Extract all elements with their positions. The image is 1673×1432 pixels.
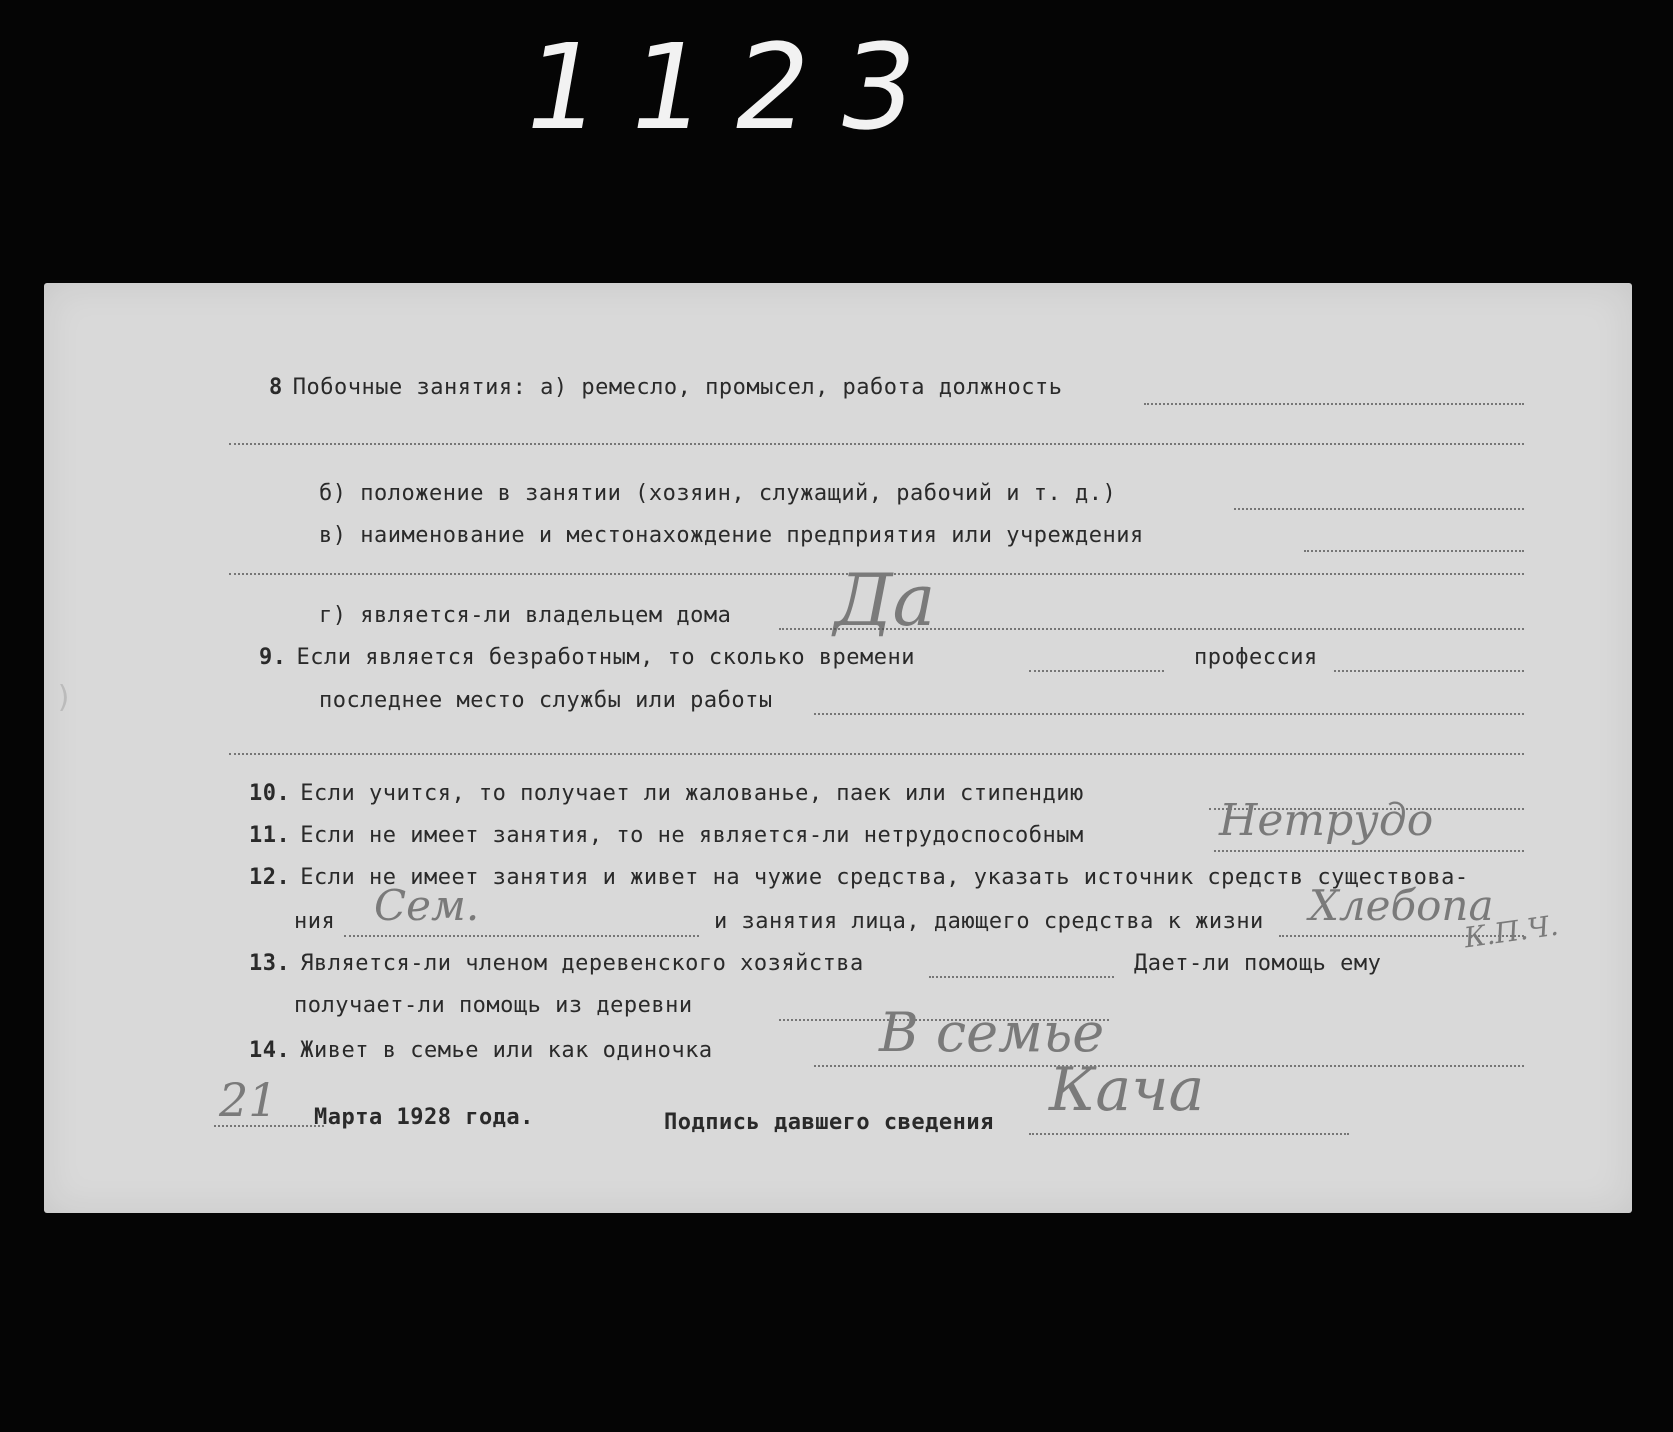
item-13 xyxy=(249,951,864,976)
rule xyxy=(1304,550,1524,552)
item-8b-text: б) положение в занятии (хозяин, служащий, рабочий и т. д.) xyxy=(319,481,1117,506)
rule xyxy=(779,628,1524,630)
footer-signature-label: Подпись давшего сведения xyxy=(664,1110,994,1135)
margin-note: К.П.Ч. xyxy=(1462,908,1561,955)
rule xyxy=(229,753,1524,755)
rule xyxy=(1029,1133,1349,1135)
item-14-text: Живет в семье или как одиночка xyxy=(300,1038,713,1063)
item-9-text: Если является безработным, то сколько времени xyxy=(296,645,916,670)
census-form-card xyxy=(44,283,1632,1213)
rule xyxy=(1214,850,1524,852)
item-11 xyxy=(249,823,1084,848)
item-12-cont-prefix: ния xyxy=(294,909,336,934)
rule xyxy=(229,443,1524,445)
item-8-number: 8 xyxy=(269,375,283,400)
item-11-number: 11. xyxy=(249,823,291,848)
archive-number: 1123 xyxy=(512,18,958,156)
footer-day: 21 xyxy=(219,1073,278,1127)
item-12-answer-source: Сем. xyxy=(374,881,480,930)
item-13-number: 13. xyxy=(249,951,291,976)
item-9-last-job-text: последнее место службы или работы xyxy=(319,688,773,713)
item-12-answer-occupation: Хлебопа xyxy=(1309,881,1494,930)
item-8a xyxy=(269,375,1062,400)
item-14-answer: В семье xyxy=(879,1001,1105,1064)
item-8a-text: Побочные занятия: а) ремесло, промысел, работа должность xyxy=(292,375,1063,400)
item-10-text: Если учится, то получает ли жалованье, паек или стипендию xyxy=(300,781,1084,806)
item-9 xyxy=(259,645,915,670)
item-14 xyxy=(249,1038,713,1063)
rule xyxy=(1144,403,1524,405)
rule xyxy=(1234,508,1524,510)
rule xyxy=(929,976,1114,978)
item-8g-answer: Да xyxy=(834,558,936,642)
rule xyxy=(344,935,699,937)
rule xyxy=(814,713,1524,715)
item-8g xyxy=(319,603,731,628)
item-8v xyxy=(319,523,1144,548)
item-13-help-label: Дает-ли помощь ему xyxy=(1134,951,1382,976)
item-11-text: Если не имеет занятия, то не является-ли нетрудоспособным xyxy=(300,823,1084,848)
margin-tick: ) xyxy=(55,680,74,715)
rule xyxy=(1029,670,1164,672)
item-9-last-job xyxy=(319,688,773,713)
item-12-text: Если не имеет занятия и живет на чужие средства, указать источник средств существова- xyxy=(300,865,1469,890)
item-8g-text: г) является-ли владельцем дома xyxy=(319,603,732,628)
item-8b xyxy=(319,481,1116,506)
rule xyxy=(1334,670,1524,672)
item-11-answer: Нетрудо xyxy=(1219,795,1434,846)
item-12-number: 12. xyxy=(249,865,291,890)
item-9-profession-label: профессия xyxy=(1194,645,1318,670)
item-13-text: Является-ли членом деревенского хозяйства xyxy=(300,951,864,976)
item-14-number: 14. xyxy=(249,1038,291,1063)
item-10-number: 10. xyxy=(249,781,291,806)
item-10 xyxy=(249,781,1084,806)
footer-date: Марта 1928 года. xyxy=(314,1105,534,1130)
footer-signature: Кача xyxy=(1049,1055,1205,1125)
item-8v-text: в) наименование и местонахождение предприятия или учреждения xyxy=(319,523,1144,548)
item-9-number: 9. xyxy=(259,645,287,670)
item-13-cont-text: получает-ли помощь из деревни xyxy=(294,993,693,1018)
item-12-cont xyxy=(294,909,335,934)
rule xyxy=(214,1125,324,1127)
item-13-cont xyxy=(294,993,693,1018)
item-12-cont-text: и занятия лица, дающего средства к жизни xyxy=(714,909,1264,934)
